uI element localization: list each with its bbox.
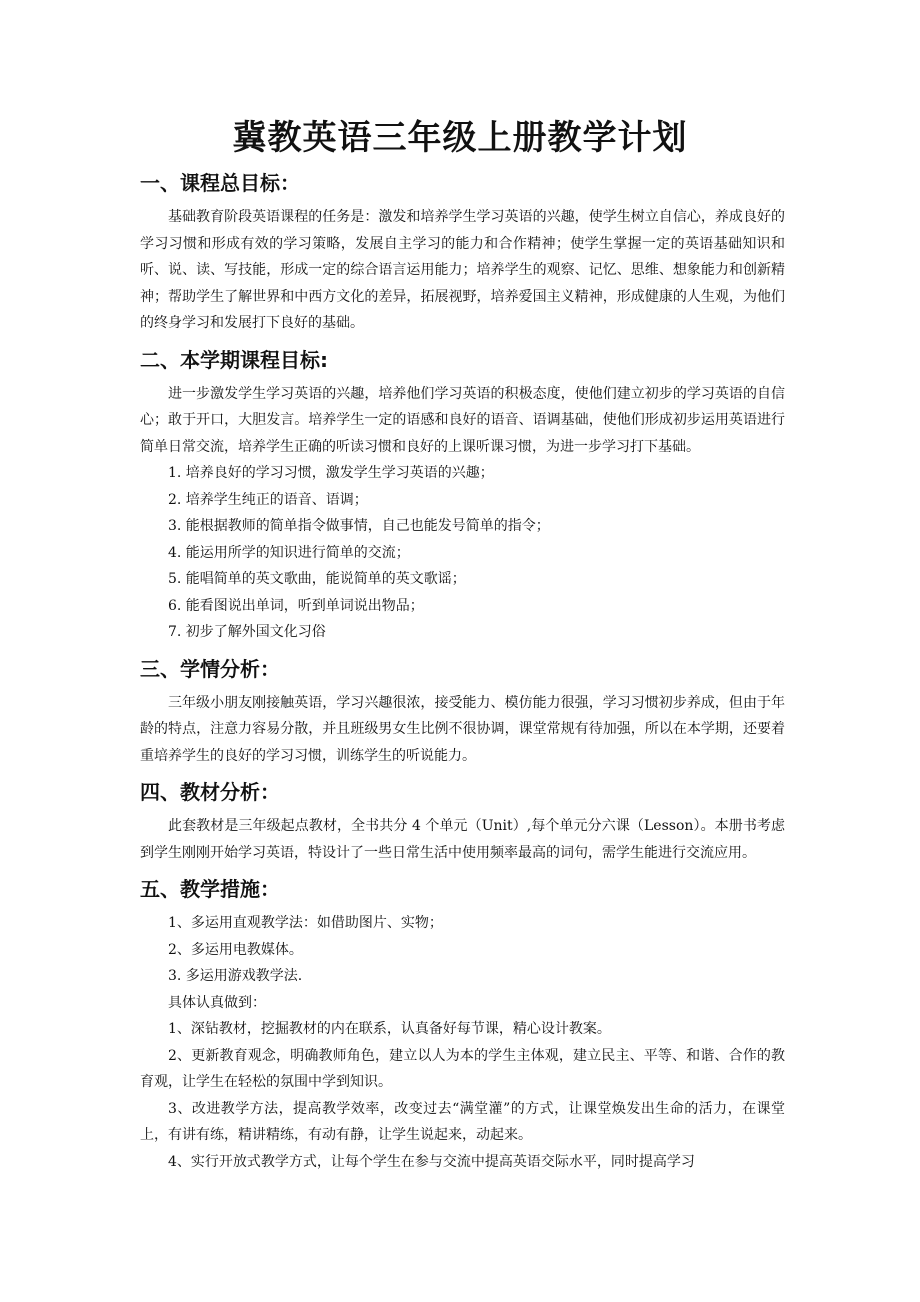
- section-heading: 三、学情分析：: [140, 656, 280, 681]
- section-heading: 四、教材分析：: [140, 780, 280, 804]
- section-textbook-analysis: [140, 777, 785, 866]
- measure-paragraph: 2、更新教育观念，明确教师角色，建立以人为本的学生主体观，建立民主、平等、和谐、合作的教育观，让学生在轻松的氛围中学到知识。: [140, 1047, 785, 1090]
- section-paragraph: 进一步激发学生学习英语的兴趣，培养他们学习英语的积极态度，使他们建立初步的学习英语的自信心；敢于开口，大胆发言。培养学生一定的语感和良好的语音、语调基础，使他们形成初步运用英语进行简单日常交流，培养学生正确的听读习惯和良好的上课听课习惯，为进一步学习打下基础。: [140, 385, 785, 455]
- list-item: 1. 培养良好的学习习惯，激发学生学习英语的兴趣；: [168, 465, 494, 481]
- section-paragraph: 三年级小朋友刚接触英语，学习兴趣很浓，接受能力、模仿能力很强，学习习惯初步养成，但由于年龄的特点，注意力容易分散，并且班级男女生比例不很协调，课堂常规有待加强，所以在本学期，还要着重培养学生的良好的学习习惯，训练学生的听说能力。: [140, 694, 785, 764]
- section-heading: 一、课程总目标：: [140, 171, 300, 195]
- list-item: 2、多运用电教媒体。: [168, 941, 303, 958]
- measure-paragraph: 1、深钻教材，挖掘教材的内在联系，认真备好每节课，精心设计教案。: [168, 1021, 611, 1037]
- document-title: 冀教英语三年级上册教学计划: [232, 118, 688, 158]
- section-teaching-measures: [140, 874, 785, 1175]
- list-item: 4. 能运用所学的知识进行简单的交流；: [168, 544, 410, 561]
- list-item: 3. 能根据教师的简单指令做事情，自己也能发号简单的指令；: [168, 518, 550, 534]
- section-semester-goals: [140, 345, 785, 646]
- list-item: 1、多运用直观教学法：如借助图片、实物；: [168, 915, 443, 931]
- list-item: 2. 培养学生纯正的语音、语调；: [168, 491, 368, 508]
- measure-paragraph: 3、改进教学方法，提高教学效率，改变过去“满堂灌”的方式，让课堂焕发出生命的活力，在课堂上，有讲有练，精讲精练，有动有静，让学生说起来，动起来。: [140, 1100, 785, 1143]
- list-item: 5. 能唱简单的英文歌曲，能说简单的英文歌谣；: [168, 571, 466, 587]
- section-heading: 五、教学措施：: [140, 877, 280, 901]
- measure-paragraph: 4、实行开放式教学方式，让每个学生在参与交流中提高英语交际水平，同时提高学习: [168, 1153, 695, 1170]
- list-item: 6. 能看图说出单词，听到单词说出物品；: [168, 597, 424, 614]
- section-paragraph: 此套教材是三年级起点教材，全书共分 4 个单元（Unit）,每个单元分六课（Lesson）。本册书考虑到学生刚刚开始学习英语，特设计了一些日常生活中使用频率最高的词句，需学生能进行交流应用。: [140, 818, 785, 861]
- section-student-analysis: [140, 654, 785, 770]
- list-item: 7. 初步了解外国文化习俗: [168, 624, 326, 640]
- section-course-goals: [140, 168, 785, 337]
- list-item: 具体认真做到：: [168, 994, 266, 1011]
- section-heading: 二、本学期课程目标:: [140, 347, 328, 372]
- list-item: 3. 多运用游戏教学法.: [168, 968, 303, 984]
- document-body: [140, 168, 785, 1183]
- section-paragraph: 基础教育阶段英语课程的任务是：激发和培养学生学习英语的兴趣，使学生树立自信心，养成良好的学习习惯和形成有效的学习策略，发展自主学习的能力和合作精神；使学生掌握一定的英语基础知识和听、说、读、写技能，形成一定的综合语言运用能力；培养学生的观察、记忆、思维、想象能力和创新精神；帮助学生了解世界和中西方文化的差异，拓展视野，培养爱国主义精神，形成健康的人生观，为他们的终身学习和发展打下良好的基础。: [140, 209, 785, 331]
